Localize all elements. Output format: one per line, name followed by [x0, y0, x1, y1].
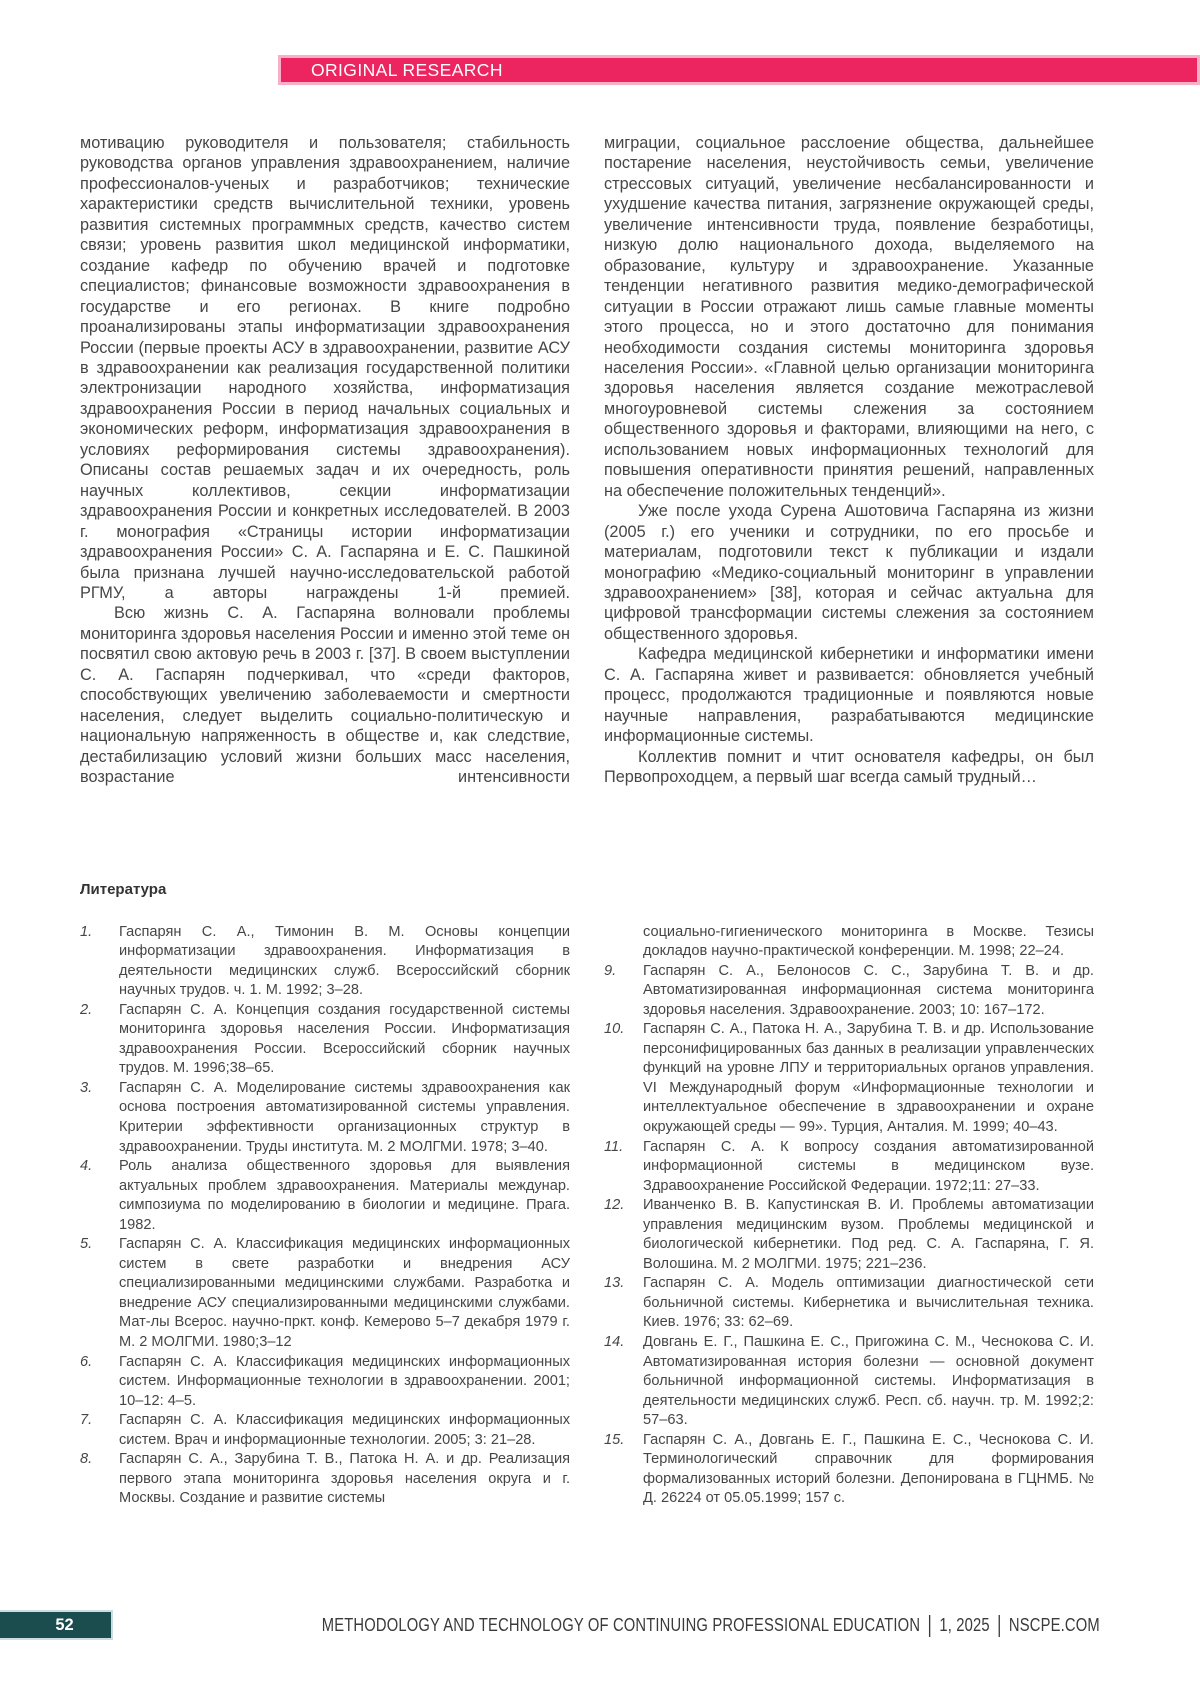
reference-text: Роль анализа общественного здоровья для выявления актуальных проблем здравоохранения. Материалы междунар. симпозиума по моделированию в биологии и медицине. Прага. 1982. — [119, 1158, 570, 1233]
article-left-column — [80, 133, 570, 788]
body-paragraph: Уже после ухода Сурена Ашотовича Гаспаряна из жизни (2005 г.) его ученики и сотрудники, по его просьбе и материалам, подготовили текст к публикации и издали монографию «Медико-социальный мониторинг в управлении здравоохранением» [38], которая и сейчас актуальна для цифровой трансформации системы слежения за состоянием общественного здоровья. — [604, 502, 1094, 643]
reference-item-continuation — [604, 923, 1094, 962]
reference-item — [604, 1333, 1094, 1431]
reference-number: 4. — [80, 1158, 93, 1175]
reference-number — [604, 923, 643, 962]
reference-item — [80, 1353, 570, 1412]
reference-number: 5. — [80, 1236, 93, 1253]
reference-item — [604, 1138, 1094, 1197]
reference-item — [604, 1196, 1094, 1274]
footer-separator: | — [997, 1612, 1002, 1638]
reference-text: Гаспарян С. А. Классификация медицинских информационных систем. Информационные технологии в здравоохранении. 2001; 10–12: 4–5. — [119, 1353, 570, 1409]
reference-number: 10. — [604, 1021, 625, 1038]
reference-text: Гаспарян С. А. Концепция создания государственной системы мониторинга здоровья населения России. Информатизация здравоохранения России. Всероссийский сборник научных трудов. М. 1996;38–65. — [119, 1001, 570, 1077]
body-paragraph: Кафедра медицинской кибернетики и информатики имени С. А. Гаспаряна живет и развивается: обновляется учебный процесс, продолжаются традиционные и появляются новые научные направления, разрабатываются медицинские информационные системы. — [604, 645, 1094, 746]
references-columns — [80, 923, 1094, 1509]
reference-number: 12. — [604, 1197, 625, 1214]
reference-number: 3. — [80, 1079, 93, 1096]
body-paragraph: мотивацию руководителя и пользователя; стабильность руководства органов управления здравоохранением, наличие профессионалов-ученых и разработчиков; технические характеристики средств вычислительной техники, уровень развития системных программных средств, качество систем связи; уровень развития школ медицинской информатики, создание кафедр по обучению врачей и подготовке специалистов; финансовые возможности здравоохранения в государстве и его регионах. В книге подробно проанализированы этапы информатизации здравоохранения России (первые проекты АСУ в здравоохранении, развитие АСУ в здравоохранении как реализация государственной политики электронизации народного хозяйства, информатизация здравоохранения России в период начальных социальных и экономических реформ, информатизация здравоохранения в условиях реформирования системы здравоохранения). Описаны состав решаемых задач и их очередность, роль научных коллективов, секции информатизации здравоохранения России и конкретных исследователей. В 2003 г. монография «Страницы истории информатизации здравоохранения России» С. А. Гаспаряна и Е. С. Пашкиной была признана лучшей научно-исследовательской работой РГМУ, а авторы награждены 1-й премией. — [80, 134, 570, 602]
website-label: NSCPE.COM — [1009, 1615, 1100, 1635]
page-footer — [0, 1610, 1200, 1641]
reference-item — [80, 923, 570, 1001]
reference-text: Иванченко В. В. Капустинская В. И. Проблемы автоматизации управления медицинским вузом. Проблемы медицинской и биологической кибернетики. Под ред. С. А. Гаспаряна, Г. Я. Волошина. М. 2 МОЛГМИ. 1975; 221–236. — [643, 1197, 1094, 1272]
reference-text: Гаспарян С. А., Зарубина Т. В., Патока Н. А. и др. Реализация первого этапа мониторинга здоровья населения округа и г. Москвы. Создание и развитие системы — [119, 1451, 570, 1507]
article-right-column — [604, 133, 1094, 788]
reference-item — [80, 1235, 570, 1352]
issue-label: 1, 2025 — [939, 1615, 990, 1635]
reference-text: Гаспарян С. А. Классификация медицинских информационных систем. Врач и информационные технологии. 2005; 3: 21–28. — [119, 1412, 570, 1448]
reference-number: 7. — [80, 1412, 93, 1429]
reference-text: Гаспарян С. А., Белоносов С. С., Зарубина Т. В. и др. Автоматизированная информационная система мониторинга здоровья населения. Здравоохранение. 2003; 10: 167–172. — [643, 962, 1094, 1018]
reference-text: Гаспарян С. А., Довгань Е. Г., Пашкина Е. С., Чеснокова С. И. Терминологический справочник для формирования формализованных историй болезни. Депонирована в ГЦНМБ. № Д. 26224 от 05.05.1999; 157 с. — [643, 1431, 1094, 1507]
footer-separator: | — [927, 1612, 933, 1638]
original-research-banner — [278, 55, 1200, 85]
reference-item — [604, 1020, 1094, 1137]
reference-item — [80, 1411, 570, 1450]
reference-text: Гаспарян С. А. Моделирование системы здравоохранения как основа построения автоматизированной системы управления. Критерии эффективности организационных структур в здравоохранении. Труды института. М. 2 МОЛГМИ. 1978; 3–40. — [119, 1079, 570, 1155]
page-number-badge: 52 — [0, 1610, 113, 1640]
reference-text: Гаспарян С. А. Классификация медицинских информационных систем в свете разработки и внедрения АСУ специализированными медицинскими службами. Разработка и внедрение АСУ специализированными медицинскими службами. Мат-лы Всерос. научно-пркт. конф. Кемерово 5–7 декабря 1979 г. М. 2 МОЛГМИ. 1980;3–12 — [119, 1236, 570, 1350]
reference-number: 9. — [604, 962, 617, 979]
references-section — [80, 881, 1094, 1509]
reference-text: Гаспарян С. А. Модель оптимизации диагностической сети больничной системы. Кибернетика и вычислительная техника. Киев. 1976; 33: 62–69. — [643, 1275, 1094, 1331]
references-heading: Литература — [80, 880, 167, 898]
journal-title: METHODOLOGY AND TECHNOLOGY OF CONTINUING PROFESSIONAL EDUCATION — [321, 1615, 921, 1635]
reference-item — [604, 962, 1094, 1021]
reference-number: 1. — [80, 923, 93, 940]
journal-footer-line — [322, 1610, 1100, 1640]
reference-text: Довгань Е. Г., Пашкина Е. С., Пригожина С. М., Чеснокова С. И. Автоматизированная история болезни — основной документ больничной информационной системы. Информатизация в деятельности медицинских служб. Респ. сб. научн. тр. М. 1992;2: 57–63. — [643, 1333, 1094, 1429]
reference-text: социально-гигиенического мониторинга в Москве. Тезисы докладов научно-практической конференции. М. 1998; 22–24. — [643, 923, 1094, 960]
reference-number: 14. — [604, 1333, 625, 1350]
body-paragraph: Всю жизнь С. А. Гаспаряна волновали проблемы мониторинга здоровья населения России и именно этой теме он посвятил свою актовую речь в 2003 г. [37]. В своем выступлении С. А. Гаспарян подчеркивал, что «среди факторов, способствующих увеличению заболеваемости и смертности населения, следует выделить социально-политическую и национальную напряженность в обществе и, как следствие, дестабилизацию условий жизни больших масс населения, возрастание интенсивности — [80, 604, 570, 787]
references-right-column — [604, 923, 1094, 1509]
reference-text: Гаспарян С. А., Патока Н. А., Зарубина Т. В. и др. Использование персонифицированных баз данных в реализации управленческих функций на уровне ЛПУ и территориальных органов управления. VI Международный форум «Информационные технологии и интеллектуальное обеспечение в здравоохранении и охране окружающей среды — 99». Турция, Анталия. М. 1999; 40–43. — [643, 1021, 1094, 1135]
reference-number: 6. — [80, 1353, 93, 1370]
reference-number: 8. — [80, 1451, 93, 1468]
reference-text: Гаспарян С. А., Тимонин В. М. Основы концепции информатизации здравоохранения. Информатизация в деятельности медицинских служб. Всероссийский сборник научных трудов. ч. 1. М. 1992; 3–28. — [119, 923, 570, 999]
reference-item — [80, 1450, 570, 1509]
reference-item — [604, 1431, 1094, 1509]
reference-text: Гаспарян С. А. К вопросу создания автоматизированной информационной системы в медицинском вузе. Здравоохранение Российской Федерации. 1972;11: 27–33. — [643, 1138, 1094, 1194]
reference-item — [80, 1157, 570, 1235]
references-left-column — [80, 923, 570, 1509]
reference-number: 15. — [604, 1431, 625, 1448]
body-paragraph: миграции, социальное расслоение общества, дальнейшее постарение населения, неустойчивость семьи, увеличение стрессовых ситуаций, увеличение несбалансированности и ухудшение качества питания, загрязнение окружающей среды, увеличение интенсивности труда, появление безработицы, низкую долю национального дохода, выделяемого на образование, культуру и здравоохранение. Указанные тенденции негативного развития медико-демографической ситуации в России отражают лишь самые главные моменты этого процесса, но и этого достаточно для понимания необходимости создания системы мониторинга здоровья населения России». «Главной целью организации мониторинга здоровья населения является создание межотраслевой многоуровневой системы слежения за состоянием общественного здоровья и факторами, влияющими на него, с использованием новых информационных технологий для повышения оперативности принятия решений, направленных на обеспечение положительных тенденций». — [604, 134, 1094, 500]
banner-label: ORIGINAL RESEARCH — [311, 59, 503, 80]
article-body — [80, 133, 1094, 788]
reference-item — [80, 1001, 570, 1079]
body-paragraph: Коллектив помнит и чтит основателя кафедры, он был Первопроходцем, а первый шаг всегда самый трудный… — [604, 747, 1094, 787]
reference-number: 11. — [604, 1138, 624, 1155]
reference-item — [80, 1079, 570, 1157]
reference-item — [604, 1274, 1094, 1333]
reference-number: 13. — [604, 1275, 625, 1292]
reference-number: 2. — [80, 1001, 93, 1018]
